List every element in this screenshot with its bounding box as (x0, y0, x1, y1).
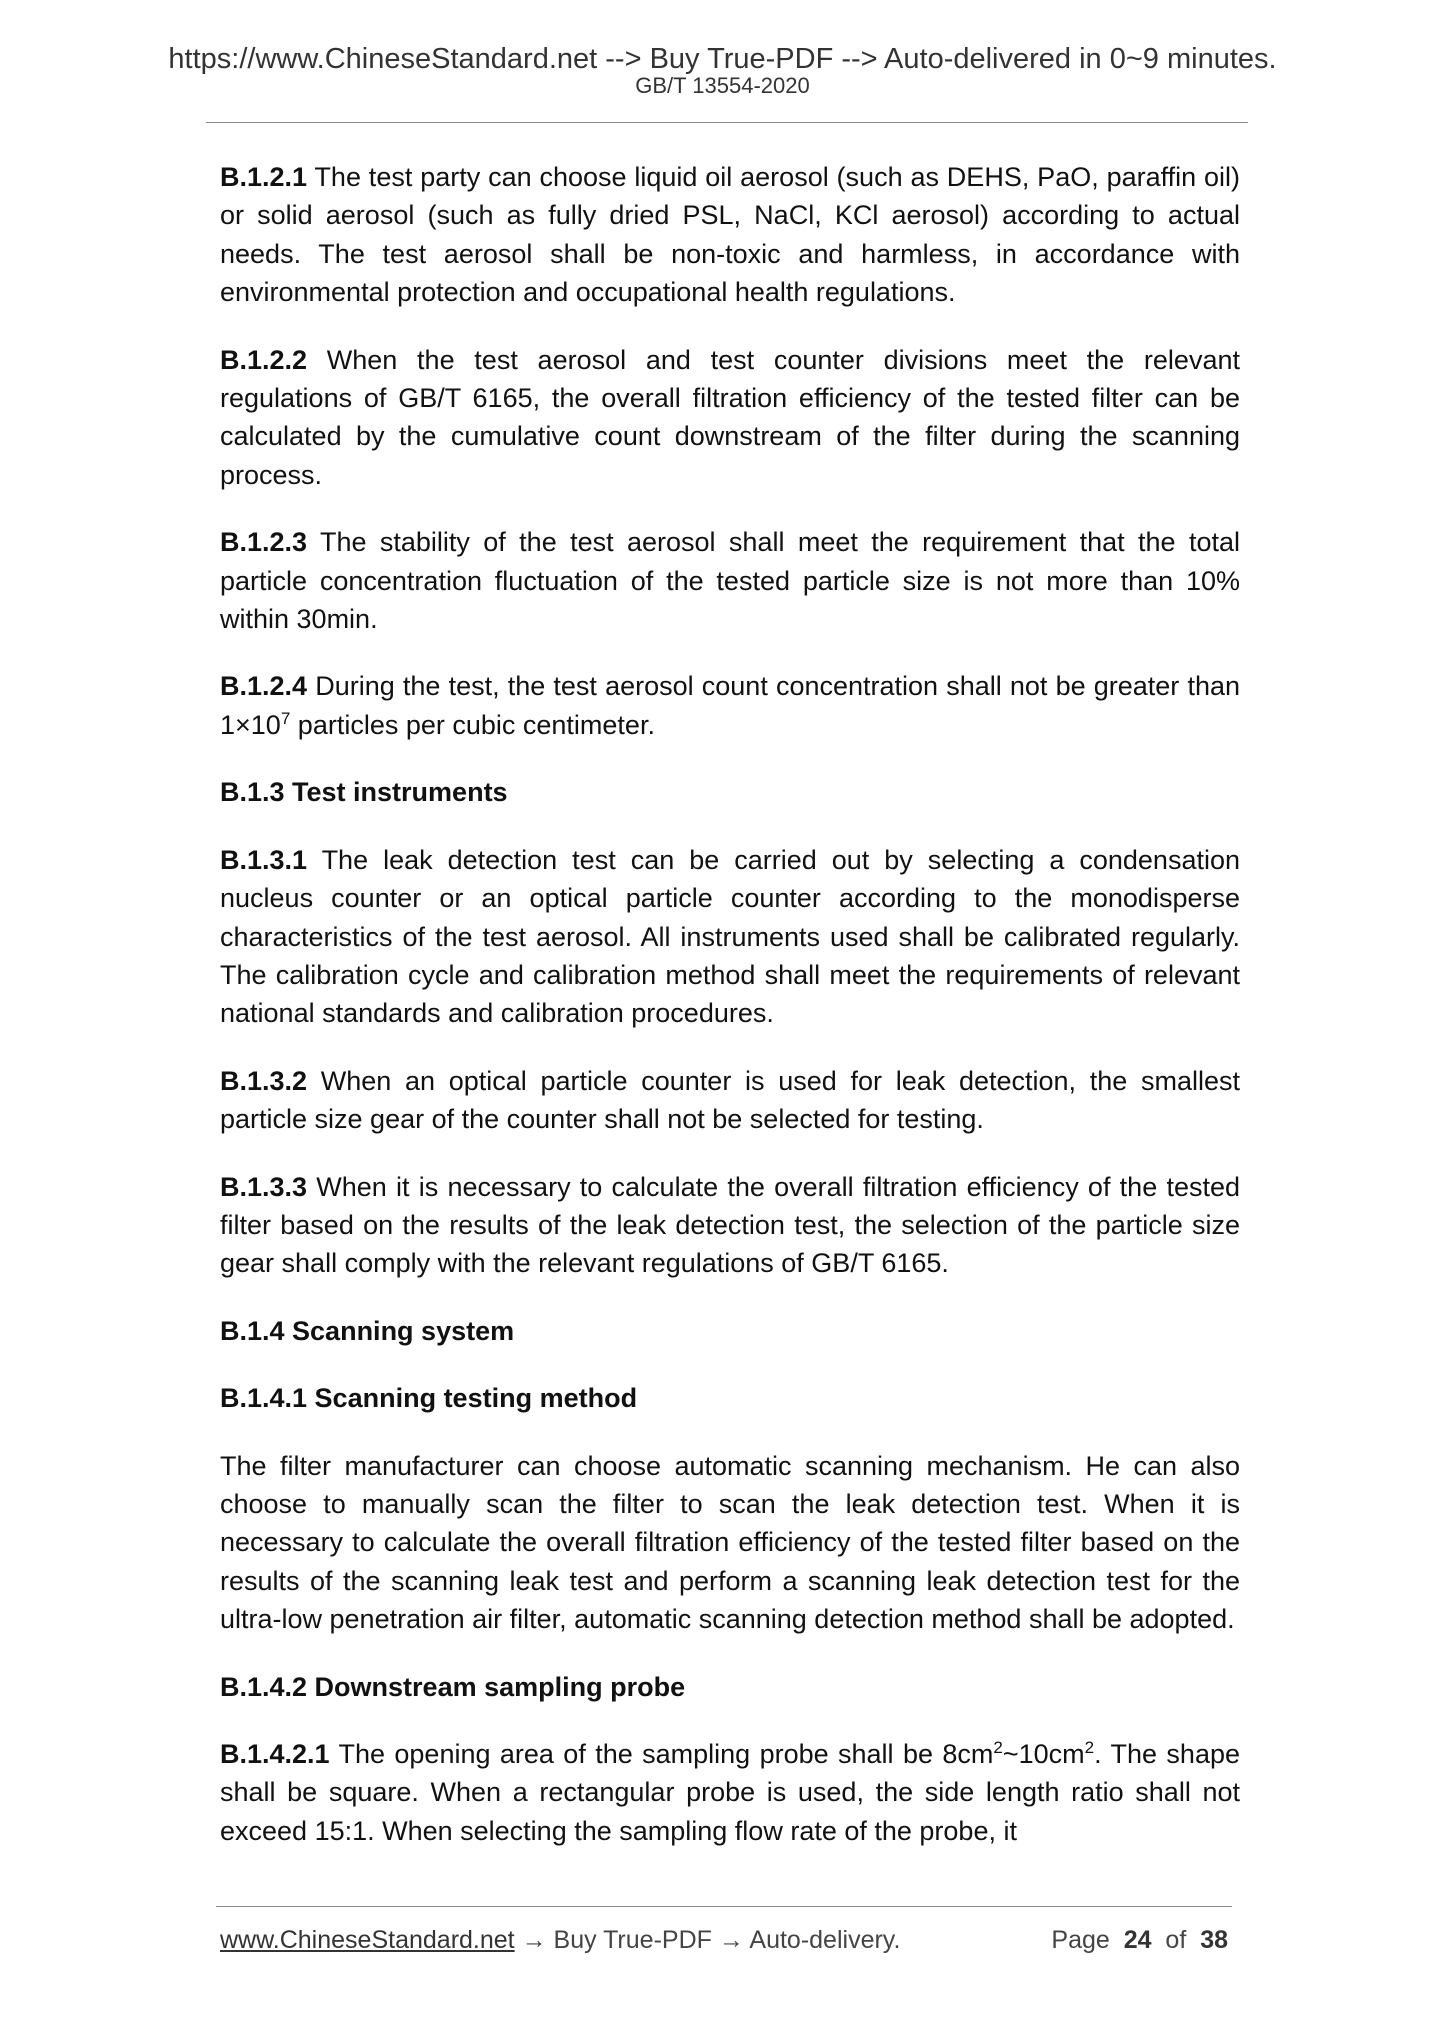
clause-number: B.1.3.2 (220, 1065, 308, 1096)
clause-number: B.1.3.1 (220, 844, 308, 875)
footer-divider (216, 1906, 1232, 1907)
clause-b1-4-2-1 (220, 1735, 1240, 1850)
page-label: Page (1051, 1926, 1110, 1954)
clause-b1-2-1 (220, 158, 1240, 312)
clause-number: B.1.4.2.1 (220, 1739, 330, 1769)
paragraph-scanning-method: The filter manufacturer can choose automatic scanning mechanism. He can also choose to manually scan the filter to scan the leak detection test. When it is necessary to calculate the overall filtration efficiency of the tested filter based on the results of the scanning leak test and perform a scanning leak detection test for the ultra-low penetration air filter, automatic scanning detection method shall be adopted. (220, 1450, 1240, 1635)
clause-b1-2-2 (220, 341, 1240, 495)
clause-b1-2-3 (220, 523, 1240, 638)
page-indicator (1051, 1925, 1228, 1955)
document-code: GB/T 13554-2020 (635, 73, 810, 98)
superscript: 2 (993, 1738, 1003, 1757)
clause-b1-3-1 (220, 841, 1240, 1033)
header-divider (206, 122, 1248, 123)
top-banner[interactable]: https://www.ChineseStandard.net --> Buy True-PDF --> Auto-delivered in 0~9 minutes. (168, 43, 1277, 75)
section-heading-b1-3: B.1.3 Test instruments (220, 777, 508, 808)
section-heading-b1-4: B.1.4 Scanning system (220, 1315, 515, 1346)
clause-number: B.1.2.3 (220, 527, 308, 558)
page-content (220, 158, 1240, 1879)
clause-number: B.1.2.2 (220, 344, 308, 375)
clause-text: When it is necessary to calculate the overall filtration efficiency of the tested filter based on the results of the leak detection test, the selection of the particle size gear shall comply with the relevant regulations of GB/T 6165. (220, 1171, 1240, 1279)
clause-text: . The shape shall be square. When a rectangular probe is used, the side length ratio shall not exceed 15:1. When selecting the sampling flow rate of the probe, it (220, 1739, 1240, 1846)
clause-b1-2-4 (220, 667, 1240, 744)
page-total: 38 (1200, 1926, 1228, 1954)
superscript: 7 (280, 708, 291, 728)
clause-b1-3-2 (220, 1062, 1240, 1139)
footer-trail-text: → Buy True-PDF → Auto-delivery. (514, 1926, 901, 1954)
of-label: of (1165, 1926, 1187, 1954)
footer-left (220, 1925, 900, 1955)
clause-number: B.1.2.1 (220, 162, 308, 192)
clause-text: ~10cm (1002, 1739, 1085, 1769)
clause-text: The leak detection test can be carried out by selecting a condensation nucleus counter or an optical particle counter according to the monodisperse characteristics of the test aerosol. All instruments used shall be calibrated regularly. The calibration cycle and calibration method shall meet the requirements of relevant national standards and calibration procedures. (220, 844, 1240, 1029)
clause-number: B.1.2.4 (220, 671, 308, 702)
section-heading-b1-4-1: B.1.4.1 Scanning testing method (220, 1383, 638, 1414)
clause-text: The opening area of the sampling probe shall be 8cm (329, 1739, 994, 1769)
clause-number: B.1.3.3 (220, 1171, 308, 1202)
clause-text: When the test aerosol and test counter divisions meet the relevant regulations of GB/T 6165, the overall filtration efficiency of the tested filter can be calculated by the cumulative count downstream of the filter during the scanning process. (220, 344, 1240, 490)
footer-site-link[interactable]: www.ChineseStandard.net (220, 1926, 515, 1954)
section-heading-b1-4-2: B.1.4.2 Downstream sampling probe (220, 1671, 686, 1702)
clause-text: The stability of the test aerosol shall meet the requirement that the total particle concentration fluctuation of the tested particle size is not more than 10% within 30min. (220, 527, 1240, 635)
clause-text: When an optical particle counter is used for leak detection, the smallest particle size gear of the counter shall not be selected for testing. (220, 1065, 1240, 1135)
clause-text: During the test, the test aerosol count concentration shall not be greater than 1×10 (220, 671, 1240, 740)
clause-text: particles per cubic centimeter. (290, 709, 655, 740)
clause-b1-3-3 (220, 1168, 1240, 1283)
superscript: 2 (1084, 1738, 1095, 1757)
page-number: 24 (1123, 1926, 1152, 1954)
clause-text: The test party can choose liquid oil aerosol (such as DEHS, PaO, paraffin oil) or solid aerosol (such as fully dried PSL, NaCl, KCl aerosol) according to actual needs. The test aerosol shall be non-toxic and harmless, in accordance with environmental protection and occupational health regulations. (220, 162, 1240, 308)
